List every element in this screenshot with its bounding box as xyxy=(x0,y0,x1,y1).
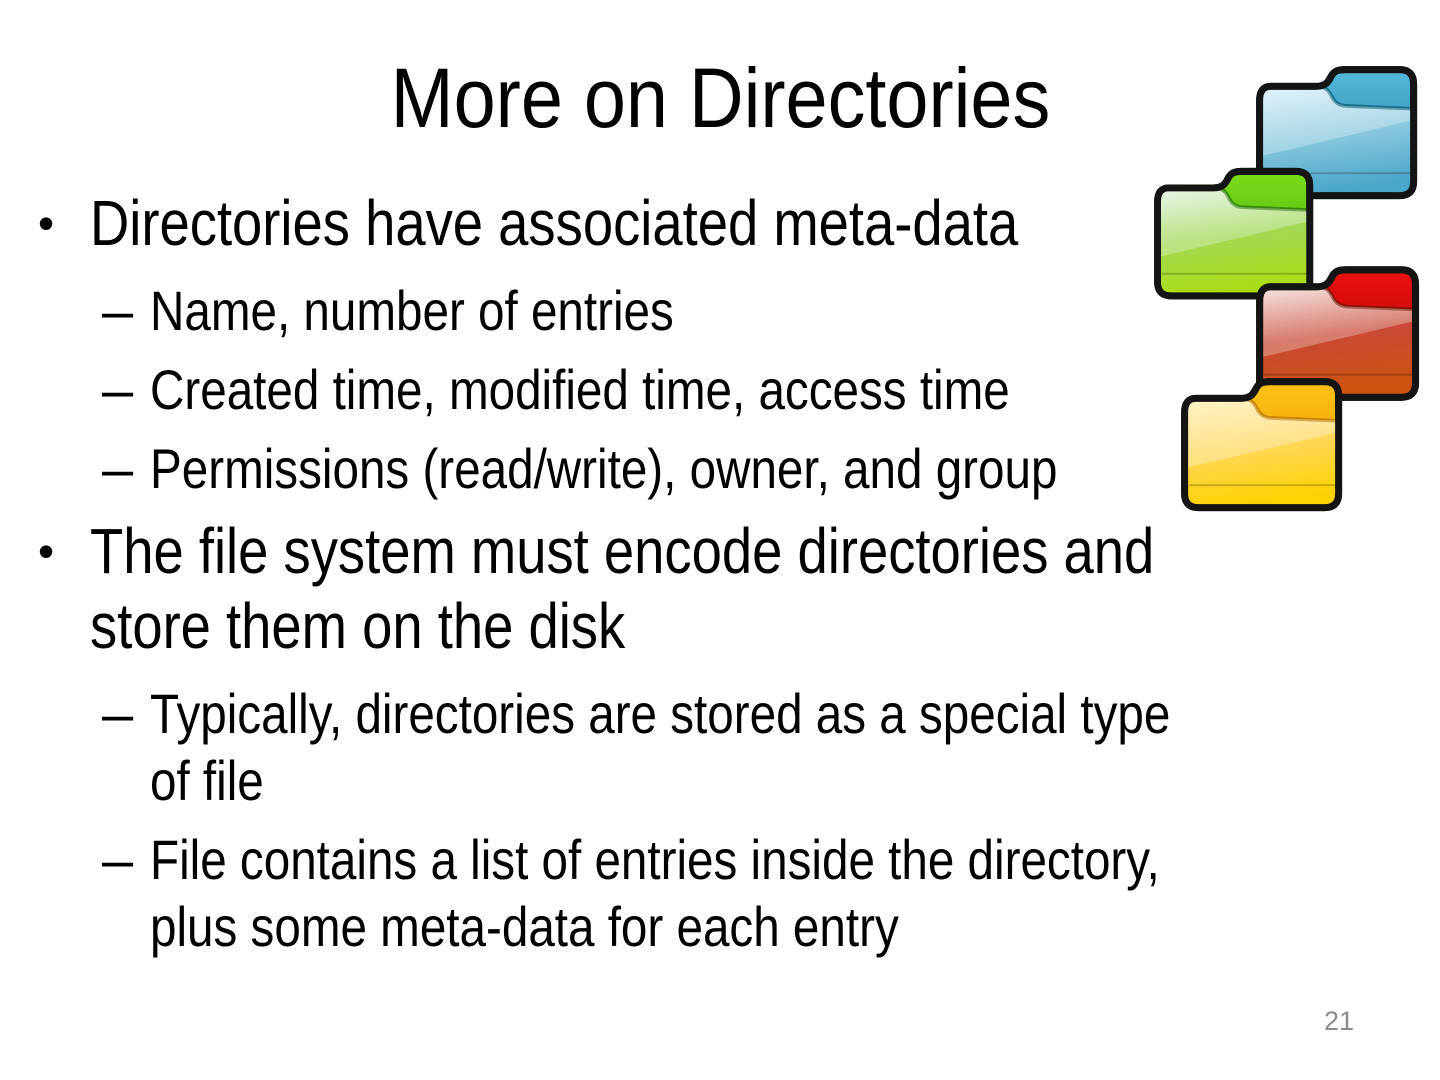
text-line: Directories have associated meta-data xyxy=(90,187,1019,259)
bullet-item-2 xyxy=(0,514,1440,664)
slide-title xyxy=(0,50,1440,146)
dash-marker: – xyxy=(102,828,134,891)
sub-bullet-text xyxy=(150,680,1440,814)
bullet-marker: • xyxy=(38,525,55,577)
dash-marker: – xyxy=(102,437,134,500)
text-line: The file system must encode directories and xyxy=(90,515,1155,587)
bullet-text xyxy=(90,514,1440,664)
text-line: Typically, directories are stored as a special type xyxy=(150,682,1171,745)
sub-bullet-item xyxy=(0,826,1440,960)
text-line: Permissions (read/write), owner, and group xyxy=(150,437,1058,500)
slide-title-text: More on Directories xyxy=(390,51,1050,145)
sub-bullet-group-2 xyxy=(0,680,1440,960)
dash-marker: – xyxy=(102,682,134,745)
sub-bullet-item xyxy=(0,680,1440,814)
text-line: File contains a list of entries inside the directory, xyxy=(150,828,1160,891)
text-line: of file xyxy=(150,749,264,812)
folder-icon-yellow xyxy=(1176,376,1350,516)
text-line: Created time, modified time, access time xyxy=(150,358,1010,421)
dash-marker: – xyxy=(102,358,134,421)
page-number: 21 xyxy=(1324,1006,1355,1036)
text-line: Name, number of entries xyxy=(150,279,674,342)
text-line: store them on the disk xyxy=(90,590,626,662)
sub-bullet-text xyxy=(150,826,1440,960)
dash-marker: – xyxy=(102,279,134,342)
text-line: plus some meta-data for each entry xyxy=(150,895,899,958)
bullet-marker: • xyxy=(38,197,55,249)
